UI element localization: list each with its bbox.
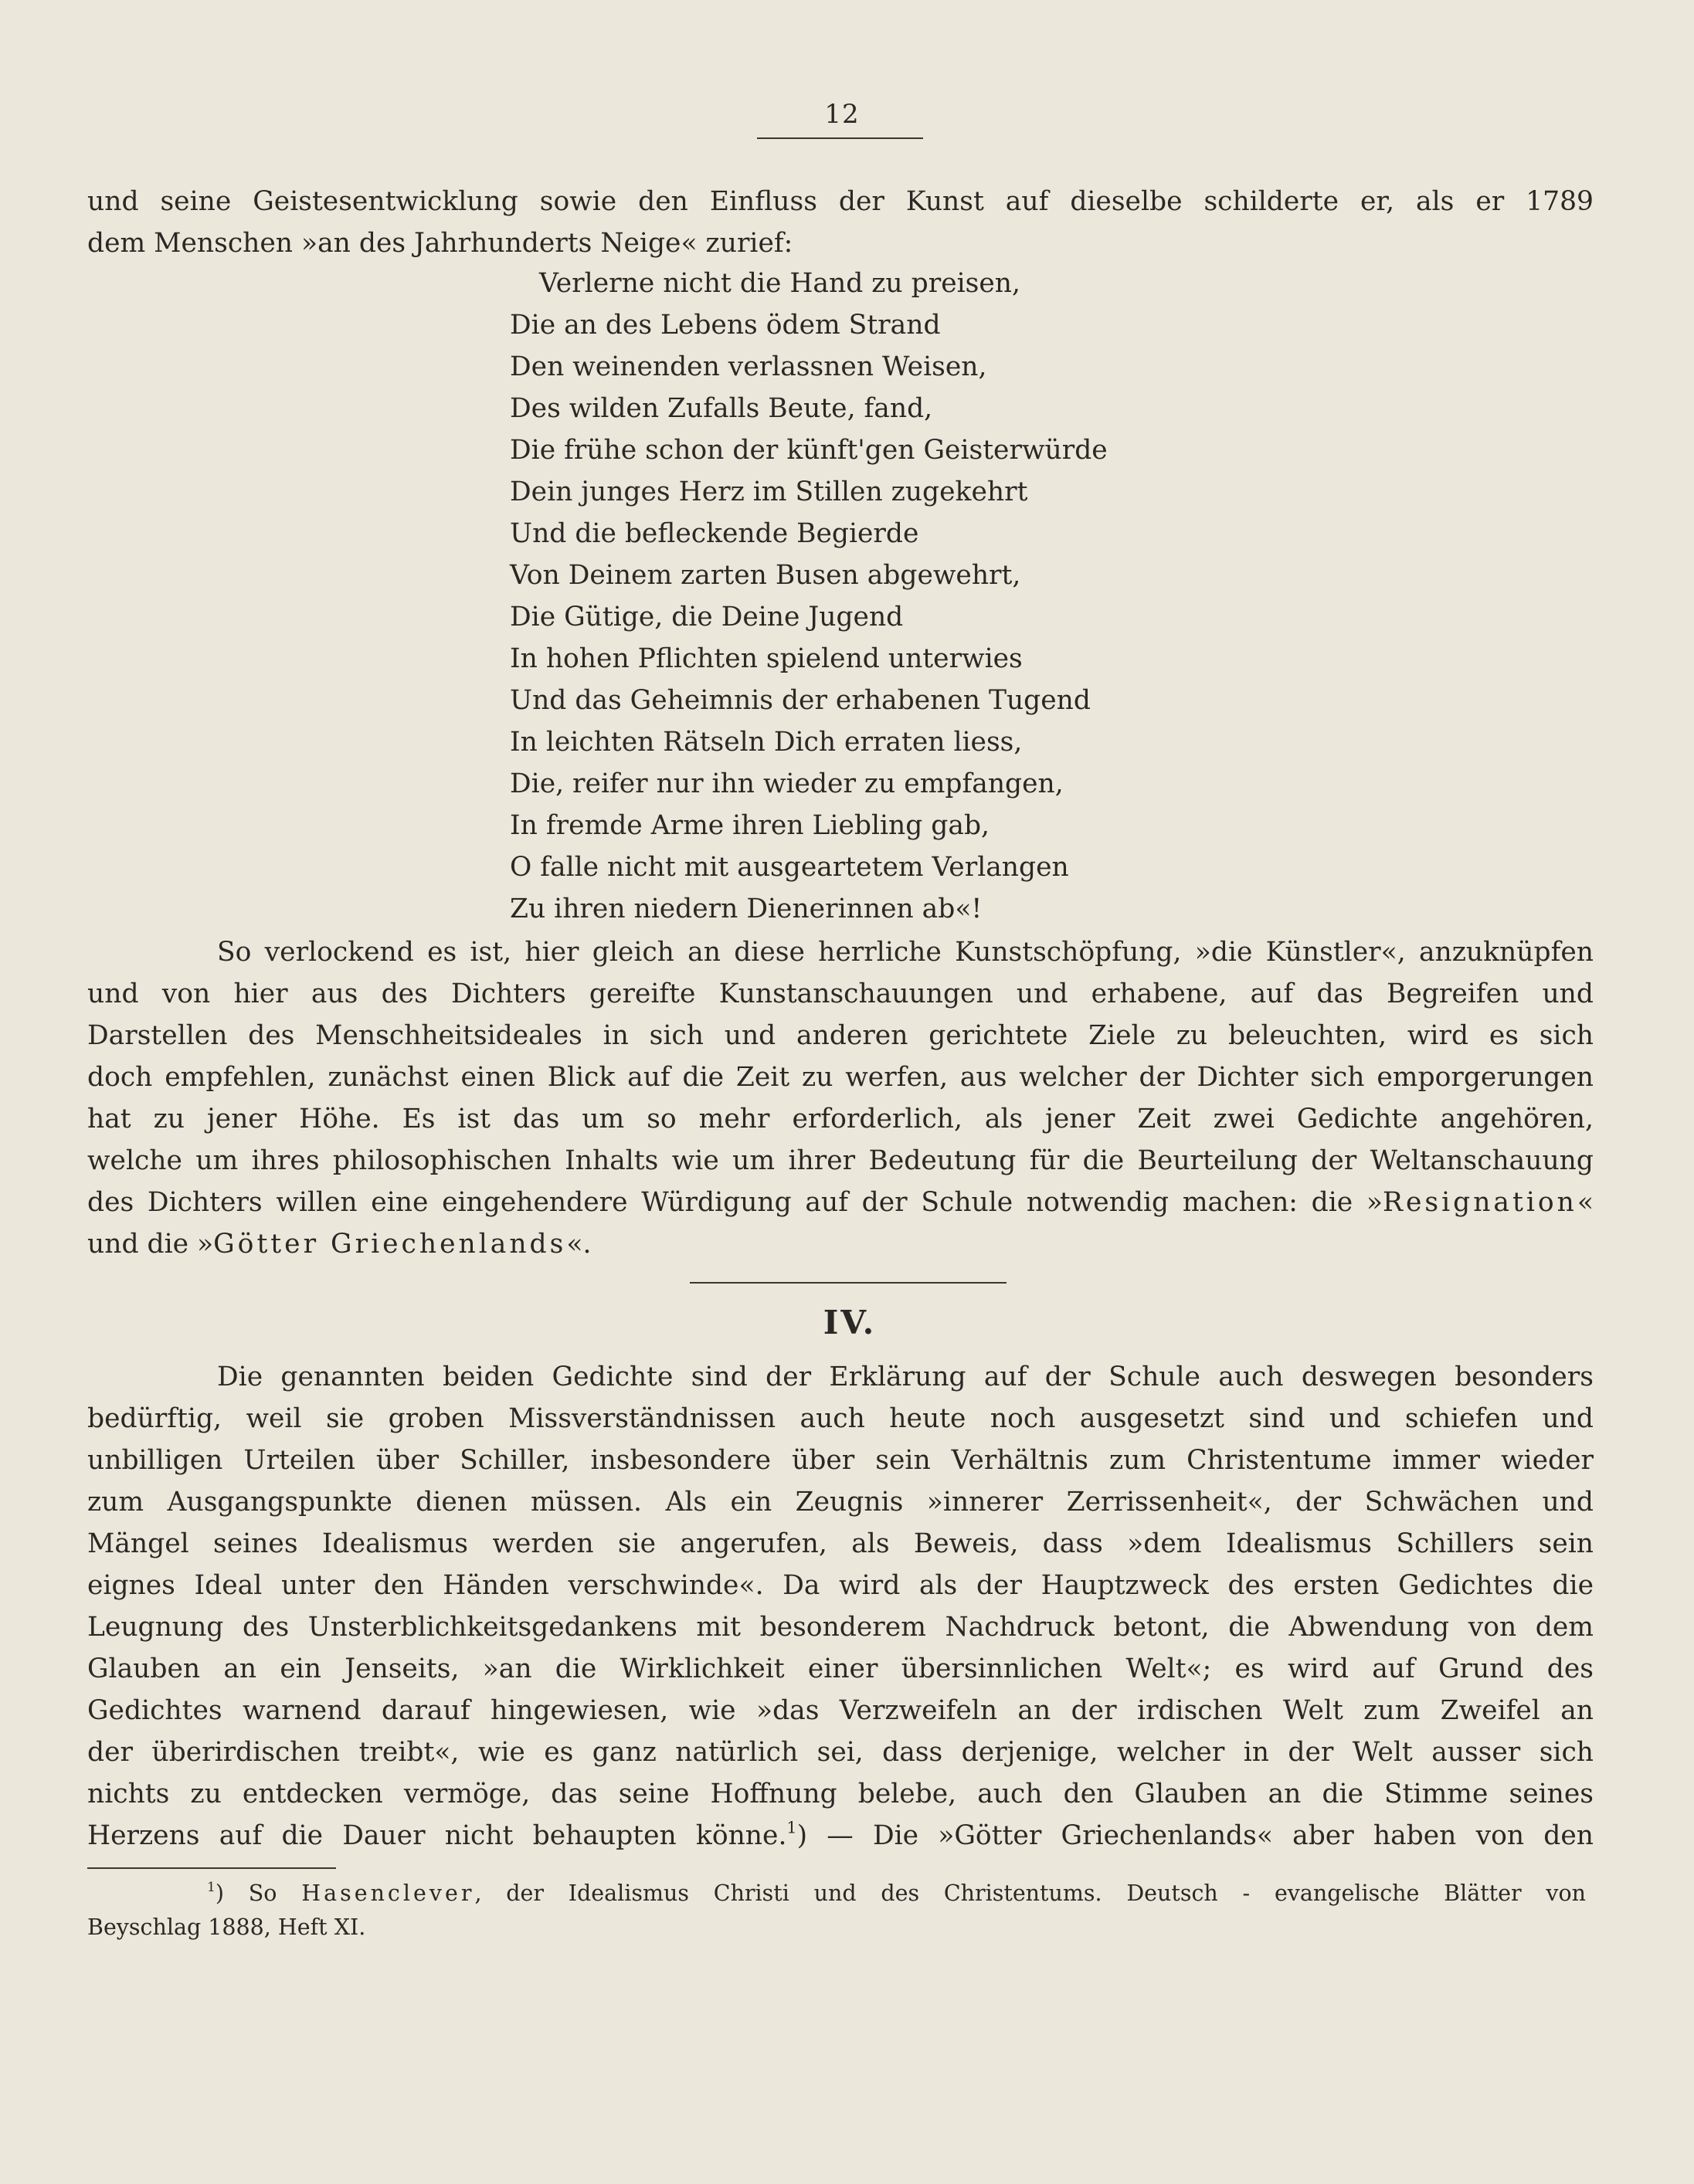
text-line: der überirdischen treibt«, wie es ganz natürlich sei, dass derjenige, welcher in der Welt ausser sich <box>87 1737 1594 1768</box>
footnote <box>87 1877 1586 1945</box>
text-line <box>87 1223 1594 1265</box>
text-line: welche um ihres philosophischen Inhalts wie um ihrer Bedeutung für die Beurteilung der Weltanschauung <box>87 1145 1594 1176</box>
poem-line: Und das Geheimnis der erhabenen Tugend <box>510 685 1091 716</box>
poem-line: Die frühe schon der künft'gen Geisterwürde <box>510 435 1108 466</box>
text-fragment: ) — Die »Götter Griechenlands« aber haben von den <box>796 1820 1594 1851</box>
poem-line: In hohen Pflichten spielend unterwies <box>510 643 1023 674</box>
poem-line: O falle nicht mit ausgeartetem Verlangen <box>510 852 1069 883</box>
text-line: dem Menschen »an des Jahrhunderts Neige« zurief: <box>87 228 793 259</box>
paragraph-2 <box>87 1356 1594 1857</box>
text-fragment: «. <box>566 1229 592 1260</box>
text-line: Leugnung des Unsterblichkeitsgedankens mit besonderem Nachdruck betont, die Abwendung von dem <box>87 1612 1594 1643</box>
text-line: hat zu jener Höhe. Es ist das um so mehr erforderlich, als jener Zeit zwei Gedichte angehören, <box>87 1104 1594 1134</box>
footnote-reference[interactable]: 1 <box>786 1818 797 1837</box>
poem-line: Des wilden Zufalls Beute, fand, <box>510 393 933 424</box>
poem-line: Die an des Lebens ödem Strand <box>510 310 941 341</box>
text-line: Gedichtes warnend darauf hingewiesen, wie »das Verzweifeln an der irdischen Welt zum Zweifel an <box>87 1695 1594 1726</box>
text-line <box>87 1815 1594 1857</box>
poem-line: Die Gütige, die Deine Jugend <box>510 602 904 632</box>
text-line: und von hier aus des Dichters gereifte Kunstanschauungen und erhabene, auf das Begreifen und <box>87 978 1594 1009</box>
poem-title-resignation: Resignation <box>1382 1187 1577 1218</box>
poem-line: Dein junges Herz im Stillen zugekehrt <box>510 476 1028 507</box>
poem-line: Verlerne nicht die Hand zu preisen, <box>539 268 1020 299</box>
poem-line: Zu ihren niedern Dienerinnen ab«! <box>510 894 983 924</box>
poem-line: Die, reifer nur ihn wieder zu empfangen, <box>510 768 1064 799</box>
page-number: 12 <box>824 99 860 130</box>
text-line: bedürftig, weil sie groben Missverständnissen auch heute noch ausgesetzt sind und schiefen und <box>87 1403 1594 1434</box>
text-line: unbilligen Urteilen über Schiller, insbesondere über sein Verhältnis zum Christentume immer wieder <box>87 1445 1594 1476</box>
intro-paragraph <box>87 181 1594 264</box>
text-fragment: ) <box>215 1880 225 1906</box>
poem-quotation <box>510 263 1108 930</box>
footnote-divider <box>87 1867 336 1869</box>
footnote-line: $^1$) So Hasenclever, der Idealismus Christi und des Christentums. Deutsch - evangelische Blätter von <box>207 1880 1586 1906</box>
poem-line: In leichten Rätseln Dich erraten liess, <box>510 727 1023 758</box>
text-line: zum Ausgangspunkte dienen müssen. Als ein Zeugnis »innerer Zerrissenheit«, der Schwächen und <box>87 1487 1594 1518</box>
footnote-line: Beyschlag 1888, Heft XI. <box>87 1914 366 1940</box>
footnote-author: Hasenclever <box>301 1880 475 1906</box>
page-number-rule <box>757 137 923 139</box>
text-line: Mängel seines Idealismus werden sie angerufen, als Beweis, dass »dem Idealismus Schillers sein <box>87 1528 1594 1559</box>
section-heading: IV. <box>823 1304 877 1341</box>
poem-line: Und die befleckende Begierde <box>510 518 919 549</box>
text-fragment: des Dichters willen eine eingehendere Würdigung auf der Schule notwendig machen: die » <box>87 1187 1383 1218</box>
poem-line: Den weinenden verlassnen Weisen, <box>510 351 987 382</box>
text-fragment: , der Idealismus Christi und des Christentums. Deutsch - evangelische Blätter von <box>474 1880 1586 1906</box>
poem-line: Von Deinem zarten Busen abgewehrt, <box>510 560 1021 591</box>
text-fragment: und die » <box>87 1229 214 1260</box>
text-line: Die genannten beiden Gedichte sind der Erklärung auf der Schule auch deswegen besonders <box>217 1362 1594 1392</box>
text-line: doch empfehlen, zunächst einen Blick auf die Zeit zu werfen, aus welcher der Dichter sich emporgerungen <box>87 1062 1594 1093</box>
poem-line: In fremde Arme ihren Liebling gab, <box>510 810 990 841</box>
text-line: nichts zu entdecken vermöge, das seine Hoffnung belebe, auch den Glauben an die Stimme seines <box>87 1779 1594 1809</box>
poem-title-goetter: Götter Griechenlands <box>213 1229 567 1260</box>
text-fragment: Herzens auf die Dauer nicht behaupten könne. <box>87 1820 787 1851</box>
section-divider <box>690 1282 1007 1284</box>
text-fragment: « <box>1577 1187 1594 1218</box>
text-line: Darstellen des Menschheitsideales in sich und anderen gerichtete Ziele zu beleuchten, wird es sich <box>87 1020 1594 1051</box>
paragraph-1 <box>87 931 1594 1265</box>
text-line: und seine Geistesentwicklung sowie den Einfluss der Kunst auf dieselbe schilderte er, als er 1789 <box>87 186 1594 217</box>
footnote-marker: 1 <box>207 1880 216 1896</box>
text-line: So verlockend es ist, hier gleich an diese herrliche Kunstschöpfung, »die Künstler«, anzuknüpfen <box>217 937 1594 968</box>
text-line: Glauben an ein Jenseits, »an die Wirklichkeit einer übersinnlichen Welt«; es wird auf Grund des <box>87 1653 1594 1684</box>
text-line <box>87 1182 1594 1223</box>
text-line: eignes Ideal unter den Händen verschwinde«. Da wird als der Hauptzweck des ersten Gedichtes die <box>87 1570 1594 1601</box>
